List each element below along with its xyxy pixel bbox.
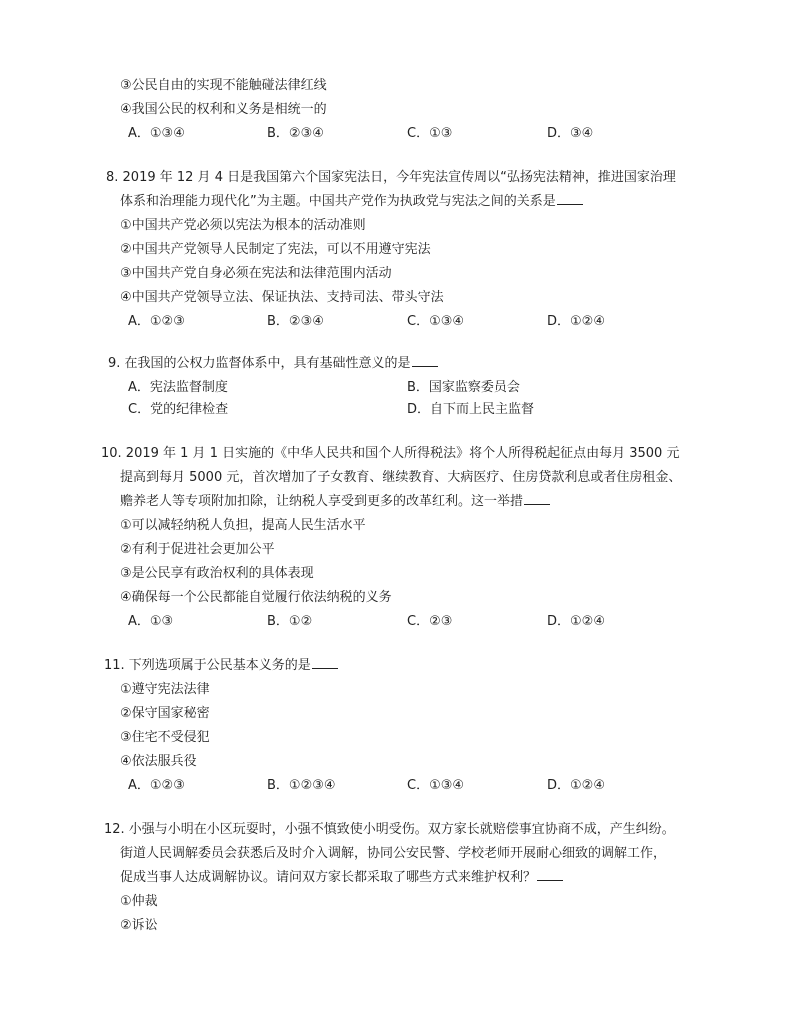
q12-stem-text: 促成当事人达成调解协议。请问双方家长都采取了哪些方式来维护权利？ [120, 870, 537, 885]
q11-option-a: A．①②③ [128, 778, 185, 793]
q8-item-3: ③中国共产党自身必须在宪法和法律范围内活动 [120, 266, 392, 281]
q7-item-3: ③公民自由的实现不能触碰法律红线 [120, 78, 327, 93]
q10-option-a: A．①③ [128, 614, 174, 629]
q11-option-b: B．①②③④ [267, 778, 336, 793]
q8-item-4: ④中国共产党领导立法、保证执法、支持司法、带头守法 [120, 290, 444, 305]
q11-stem-text: 11. 下列选项属于公民基本义务的是 [104, 658, 311, 673]
q9-stem-text: 9. 在我国的公权力监督体系中，具有基础性意义的是 [108, 356, 411, 371]
q8-item-1: ①中国共产党必须以宪法为根本的活动准则 [120, 218, 366, 233]
q12-item-1: ①仲裁 [120, 894, 158, 909]
q7-item-4: ④我国公民的权利和义务是相统一的 [120, 102, 327, 117]
q8-stem-line-2 [120, 192, 583, 212]
answer-blank [524, 492, 550, 505]
q10-stem-line-3 [120, 492, 550, 512]
q11-item-2: ②保守国家秘密 [120, 706, 210, 721]
q8-option-b: B．②③④ [267, 314, 324, 329]
q11-option-d: D．①②④ [547, 778, 605, 793]
answer-blank [312, 656, 338, 669]
q10-stem-text: 赡养老人等专项附加扣除，让纳税人享受到更多的改革红利。这一举措 [120, 494, 524, 509]
q9-option-a: A．宪法监督制度 [128, 380, 228, 395]
q8-stem-text: 体系和治理能力现代化”为主题。中国共产党作为执政党与宪法之间的关系是 [120, 194, 556, 209]
q10-stem-line-2: 提高到每月 5000 元，首次增加了子女教育、继续教育、大病医疗、住房贷款利息或者住房租金、 [120, 470, 682, 485]
answer-blank [557, 192, 583, 205]
q8-item-2: ②中国共产党领导人民制定了宪法，可以不用遵守宪法 [120, 242, 431, 257]
q10-option-b: B．①② [267, 614, 313, 629]
q10-stem-line-1: 10. 2019 年 1 月 1 日实施的《中华人民共和国个人所得税法》将个人所得税起征点由每月 3500 元 [101, 446, 680, 461]
q11-item-1: ①遵守宪法法律 [120, 682, 210, 697]
q9-option-c: C．党的纪律检查 [128, 402, 229, 417]
q8-stem-line-1: 8. 2019 年 12 月 4 日是我国第六个国家宪法日，今年宪法宣传周以“弘扬宪法精神，推进国家治理 [106, 170, 676, 185]
q7-option-d: D．③④ [547, 126, 594, 141]
q12-item-2: ②诉讼 [120, 918, 158, 933]
q10-item-2: ②有利于促进社会更加公平 [120, 542, 275, 557]
answer-blank [537, 868, 563, 881]
q9-option-b: B．国家监察委员会 [407, 380, 520, 395]
q9-option-d: D．自下而上民主监督 [407, 402, 535, 417]
q7-option-c: C．①③ [407, 126, 453, 141]
q12-stem-line-2: 街道人民调解委员会获悉后及时介入调解，协同公安民警、学校老师开展耐心细致的调解工作， [120, 846, 667, 861]
q8-option-c: C．①③④ [407, 314, 465, 329]
q12-stem-line-1: 12. 小强与小明在小区玩耍时，小强不慎致使小明受伤。双方家长就赔偿事宜协商不成，产生纠纷。 [104, 822, 675, 837]
answer-blank [412, 354, 438, 367]
q7-option-a: A．①③④ [128, 126, 185, 141]
q10-item-4: ④确保每一个公民都能自觉履行依法纳税的义务 [120, 590, 392, 605]
q10-option-d: D．①②④ [547, 614, 605, 629]
q10-item-1: ①可以减轻纳税人负担，提高人民生活水平 [120, 518, 366, 533]
q9-stem [108, 354, 438, 374]
q8-option-d: D．①②④ [547, 314, 605, 329]
q11-option-c: C．①③④ [407, 778, 465, 793]
q10-item-3: ③是公民享有政治权利的具体表现 [120, 566, 314, 581]
q12-stem-line-3 [120, 868, 563, 888]
q8-option-a: A．①②③ [128, 314, 185, 329]
q7-option-b: B．②③④ [267, 126, 324, 141]
q11-stem [104, 656, 338, 676]
q10-option-c: C．②③ [407, 614, 453, 629]
q11-item-4: ④依法服兵役 [120, 754, 197, 769]
q11-item-3: ③住宅不受侵犯 [120, 730, 210, 745]
